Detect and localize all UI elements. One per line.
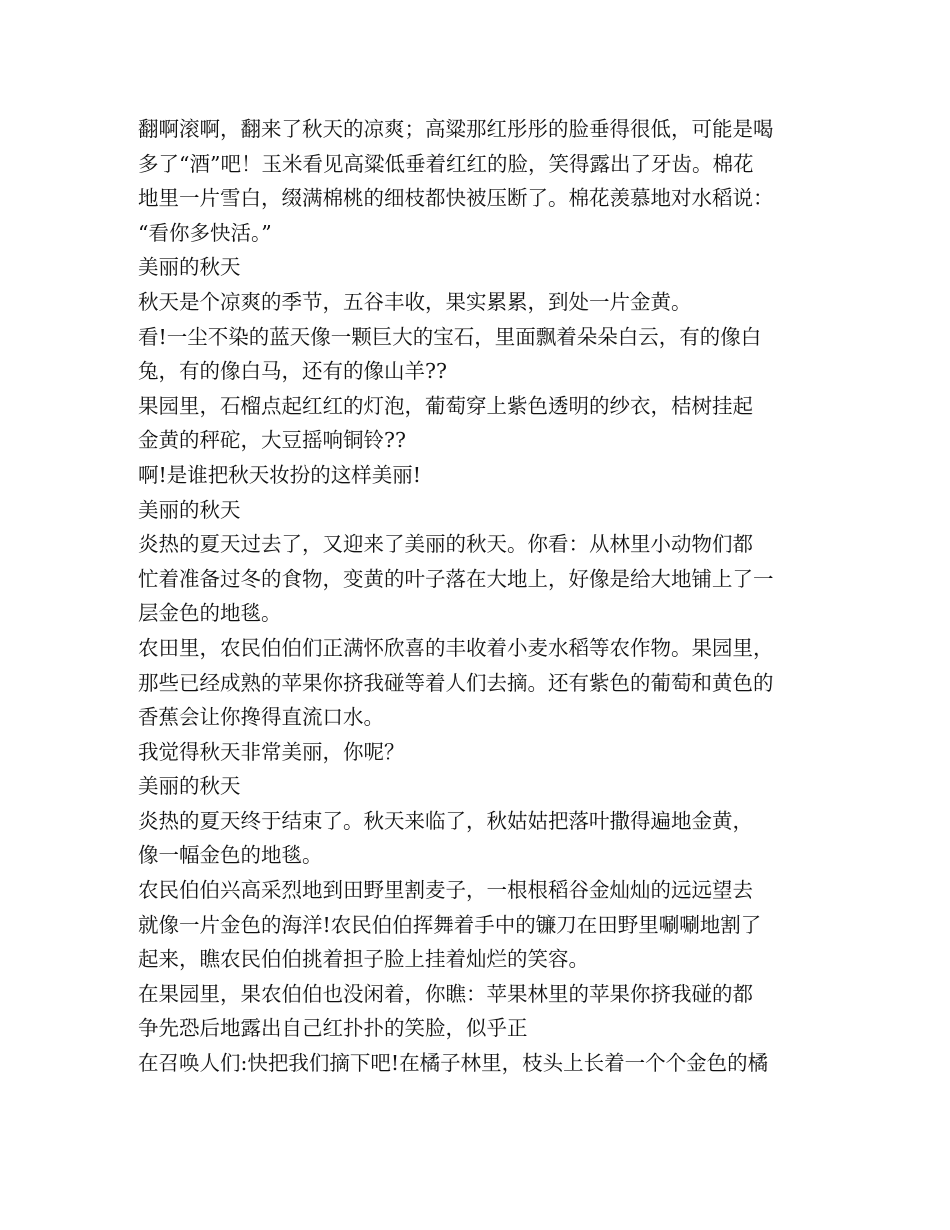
text-line: 在果园里，果农伯伯也没闲着，你瞧：苹果林里的苹果你挤我碰的都 — [138, 981, 753, 1006]
text-line: 争先恐后地露出自己红扑扑的笑脸，似乎正 — [138, 1016, 528, 1041]
text-line: 多了“酒”吧！玉米看见高粱低垂着红红的脸，笑得露出了牙齿。棉花 — [138, 151, 754, 176]
text-line: 翻啊滚啊，翻来了秋天的凉爽；高粱那红彤彤的脸垂得很低，可能是喝 — [138, 117, 774, 141]
text-line: 炎热的夏天过去了，又迎来了美丽的秋天。你看：从林里小动物们都 — [138, 532, 753, 557]
text-line: 兔，有的像白马，还有的像山羊?? — [138, 359, 447, 384]
text-line: 美丽的秋天 — [138, 774, 241, 799]
text-line: 像一幅金色的地毯。 — [138, 843, 323, 868]
text-line: 秋天是个凉爽的季节，五谷丰收，果实累累，到处一片金黄。 — [138, 289, 692, 314]
text-line: 起来，瞧农民伯伯挑着担子脸上挂着灿烂的笑容。 — [138, 947, 589, 972]
text-line: 香蕉会让你搀得直流口水。 — [138, 705, 384, 730]
text-line: 就像一片金色的海洋!农民伯伯挥舞着手中的镰刀在田野里唰唰地割了 — [138, 912, 762, 937]
text-line: 我觉得秋天非常美丽，你呢？ — [138, 739, 405, 764]
text-line: 那些已经成熟的苹果你挤我碰等着人们去摘。还有紫色的葡萄和黄色的 — [138, 670, 774, 695]
text-line: 啊!是谁把秋天妆扮的这样美丽! — [138, 462, 421, 487]
text-line: 果园里，石榴点起红红的灯泡，葡萄穿上紫色透明的纱衣，桔树挂起 — [138, 393, 753, 418]
text-line: 金黄的秤砣，大豆摇响铜铃?? — [138, 428, 406, 453]
text-line: 忙着准备过冬的食物，变黄的叶子落在大地上，好像是给大地铺上了一 — [138, 566, 774, 591]
text-line: 农田里，农民伯伯们正满怀欣喜的丰收着小麦水稻等农作物。果园里， — [138, 635, 774, 660]
text-line: 农民伯伯兴高采烈地到田野里割麦子，一根根稻谷金灿灿的远远望去 — [138, 878, 753, 903]
text-line: 看!一尘不染的蓝天像一颗巨大的宝石，里面飘着朵朵白云，有的像白 — [138, 324, 762, 349]
text-line: 美丽的秋天 — [138, 255, 241, 280]
text-line: 美丽的秋天 — [138, 497, 241, 522]
text-line: 地里一片雪白，缀满棉桃的细枝都快被压断了。棉花羡慕地对水稻说： — [138, 186, 774, 211]
text-line: 在召唤人们:快把我们摘下吧!在橘子林里，枝头上长着一个个金色的橘 — [138, 1051, 769, 1076]
text-line: 炎热的夏天终于结束了。秋天来临了，秋姑姑把落叶撒得遍地金黄， — [138, 808, 753, 833]
text-line: 层金色的地毯。 — [138, 601, 282, 626]
text-line: “看你多快活。” — [138, 220, 272, 245]
document-body — [138, 112, 828, 1081]
